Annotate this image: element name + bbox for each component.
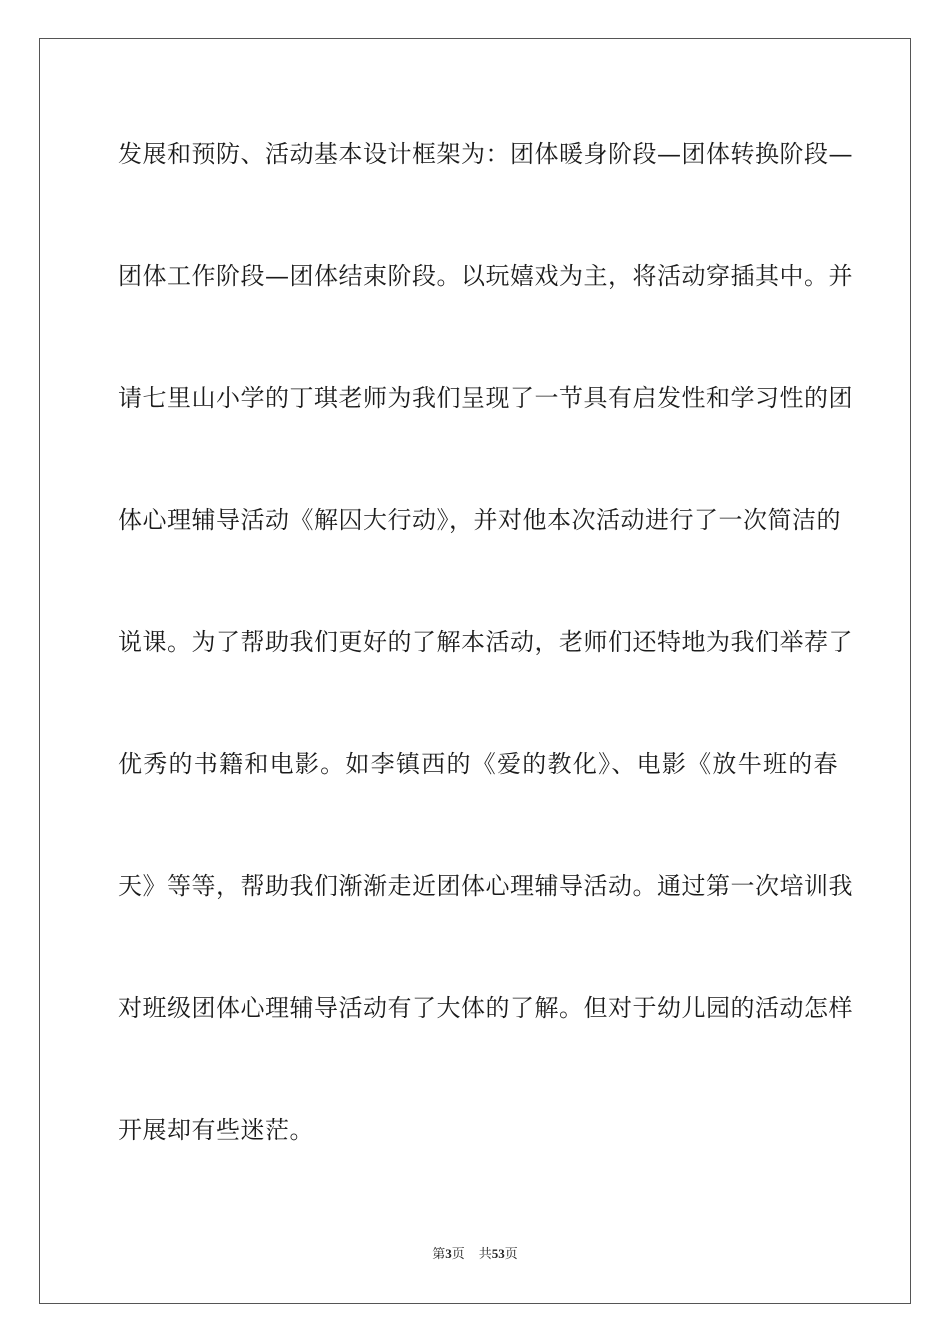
- paragraph-line-6: 优秀的书籍和电影。如李镇西的《爱的教化》、电影《放牛班的春: [118, 750, 838, 778]
- total-suffix: 页: [504, 1247, 518, 1262]
- paragraph-line-8: 对班级团体心理辅导活动有了大体的了解。但对于幼儿园的活动怎样: [118, 994, 853, 1022]
- paragraph-line-9: 开展却有些迷茫。: [118, 1116, 314, 1144]
- paragraph-line-2: 团体工作阶段—团体结束阶段。以玩嬉戏为主，将活动穿插其中。并: [118, 262, 853, 290]
- page-suffix: 页: [451, 1247, 465, 1262]
- page-prefix: 第: [432, 1247, 446, 1262]
- paragraph-line-1: 发展和预防、活动基本设计框架为：团体暖身阶段—团体转换阶段—: [118, 140, 853, 168]
- total-page-count: 53: [491, 1246, 505, 1261]
- paragraph-line-3: 请七里山小学的丁琪老师为我们呈现了一节具有启发性和学习性的团: [118, 384, 853, 412]
- current-page-number: 3: [445, 1246, 452, 1261]
- paragraph-line-5: 说课。为了帮助我们更好的了解本活动，老师们还特地为我们举荐了: [118, 628, 853, 656]
- page-footer: [0, 1243, 950, 1262]
- paragraph-line-7: 天》等等，帮助我们渐渐走近团体心理辅导活动。通过第一次培训我: [118, 872, 853, 900]
- document-body: [118, 130, 853, 1228]
- paragraph-line-4: 体心理辅导活动《解囚大行动》，并对他本次活动进行了一次简洁的: [118, 506, 841, 534]
- total-prefix: 共: [478, 1247, 492, 1262]
